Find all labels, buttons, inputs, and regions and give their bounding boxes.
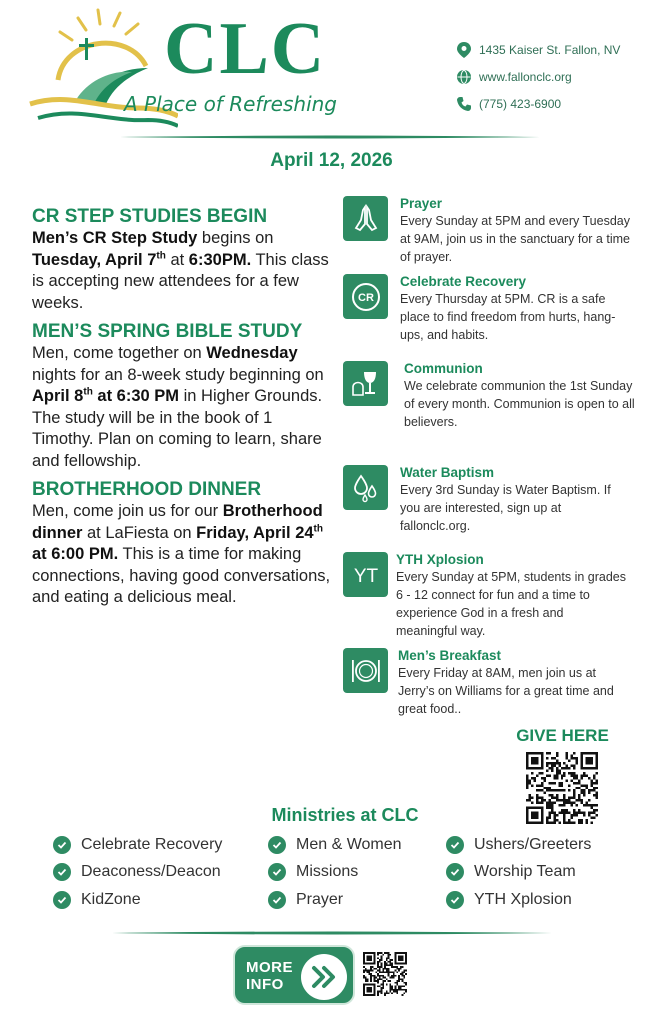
- yth-logo-icon: [343, 552, 388, 597]
- service-title: YTH Xplosion: [396, 552, 484, 567]
- svg-text:CR: CR: [357, 291, 374, 304]
- ministry-name: YTH Xplosion: [474, 891, 572, 908]
- ministry-item: [446, 834, 591, 856]
- header-divider: [120, 135, 540, 139]
- announcement-title: MEN’S SPRING BIBLE STUDY: [32, 321, 303, 342]
- more-info-qr-code[interactable]: [363, 952, 407, 996]
- ministry-name: Prayer: [296, 891, 344, 908]
- globe-icon: [457, 70, 471, 84]
- give-qr-code[interactable]: [526, 752, 598, 824]
- service-title: Communion: [404, 361, 483, 376]
- ministry-item: [268, 861, 358, 883]
- ministry-item: [53, 834, 222, 856]
- ministry-name: Deaconess/Deacon: [81, 863, 221, 880]
- ministry-name: KidZone: [81, 891, 141, 908]
- more-info-label: MORE INFO: [246, 959, 293, 993]
- address-row: [457, 36, 657, 63]
- website-row[interactable]: [457, 63, 657, 90]
- ministry-name: Celebrate Recovery: [81, 836, 223, 853]
- check-circle-icon: [53, 863, 71, 881]
- celebrate-recovery-icon: [343, 274, 388, 319]
- check-circle-icon: [446, 836, 464, 854]
- phone-number[interactable]: (775) 423-6900: [479, 96, 562, 111]
- service-prayer: [343, 196, 643, 266]
- ministry-item: [53, 861, 221, 883]
- svg-text:YT: YT: [353, 565, 378, 587]
- footer-divider: [112, 931, 552, 935]
- service-description: Every Thursday at 5PM. CR is a safe place to find freedom from hurts, hang-ups, and habits.: [400, 292, 616, 342]
- more-info-button[interactable]: [233, 945, 355, 1005]
- phone-icon: [457, 97, 471, 111]
- ministries-title: Ministries at CLC: [271, 805, 419, 825]
- check-circle-icon: [268, 836, 286, 854]
- ministry-item: [446, 889, 572, 911]
- check-circle-icon: [268, 863, 286, 881]
- service-description: Every Sunday at 5PM and every Tuesday at 9AM, join us in the sanctuary for a time of prayer.: [400, 214, 630, 264]
- service-water-baptism: [343, 465, 643, 535]
- ministry-name: Ushers/Greeters: [474, 836, 592, 853]
- check-circle-icon: [268, 891, 286, 909]
- give-here-label: GIVE HERE: [516, 726, 609, 745]
- logo-tagline: A Place of Refreshing: [124, 92, 337, 116]
- water-drops-icon: [343, 465, 388, 510]
- announcement-body: Men’s CR Step Study begins on Tuesday, April 7th at 6:30PM. This class is accepting new attendees for a few weeks.: [32, 229, 329, 312]
- website-link[interactable]: www.fallonclc.org: [479, 69, 572, 84]
- service-description: Every 3rd Sunday is Water Baptism. If you are interested, sign up at fallonclc.org.: [400, 483, 611, 533]
- service-description: We celebrate communion the 1st Sunday of every month. Communion is open to all believers.: [404, 379, 635, 429]
- plate-utensils-icon: [343, 648, 388, 693]
- service-title: Men’s Breakfast: [398, 648, 502, 663]
- ministry-name: Missions: [296, 863, 359, 880]
- service-description: Every Friday at 8AM, men join us at Jerry’s on Williams for a great time and great food..: [398, 666, 614, 716]
- service-celebrate-recovery: [343, 274, 643, 344]
- ministry-name: Men & Women: [296, 836, 402, 853]
- phone-row[interactable]: [457, 90, 657, 117]
- check-circle-icon: [446, 863, 464, 881]
- contact-info: [457, 36, 657, 117]
- ministry-name: Worship Team: [474, 863, 576, 880]
- ministry-item: [268, 889, 343, 911]
- announcements: [32, 206, 337, 616]
- ministry-item: [446, 861, 576, 883]
- announcement-title: CR STEP STUDIES BEGIN: [32, 206, 268, 227]
- address-text: 1435 Kaiser St. Fallon, NV: [479, 42, 621, 57]
- praying-hands-icon: [343, 196, 388, 241]
- location-pin-icon: [457, 42, 471, 58]
- announcement-body: Men, come together on Wednesday nights for an 8-week study beginning on April 8th at 6:30 PM in Higher Grounds. The study will be in the book of 1 Timothy. Plan on coming to learn, share and fellowship.: [32, 344, 324, 470]
- church-logo: [28, 8, 348, 130]
- service-title: Celebrate Recovery: [400, 274, 527, 289]
- check-circle-icon: [53, 836, 71, 854]
- ministry-item: [268, 834, 402, 856]
- ministry-item: [53, 889, 141, 911]
- double-chevron-right-icon: [301, 954, 347, 1000]
- bulletin-date: April 12, 2026: [270, 150, 393, 171]
- service-communion: [343, 361, 643, 451]
- logo-wordmark: CLC: [164, 8, 327, 90]
- check-circle-icon: [446, 891, 464, 909]
- service-title: Prayer: [400, 196, 443, 211]
- communion-cup-icon: [343, 361, 388, 406]
- announcement-title: BROTHERHOOD DINNER: [32, 479, 262, 500]
- service-title: Water Baptism: [400, 465, 495, 480]
- announcement-body: Men, come join us for our Brotherhood dinner at LaFiesta on Friday, April 24th at 6:00 PM. This is a time for making connections, having good conversations, and eating a delicious meal.: [32, 502, 331, 606]
- service-description: Every Sunday at 5PM, students in grades 6 - 12 connect for fun and a time to experience God in a fresh and meaningful way.: [396, 570, 626, 638]
- service-yth-xplosion: [343, 552, 643, 638]
- service-mens-breakfast: [343, 648, 643, 718]
- check-circle-icon: [53, 891, 71, 909]
